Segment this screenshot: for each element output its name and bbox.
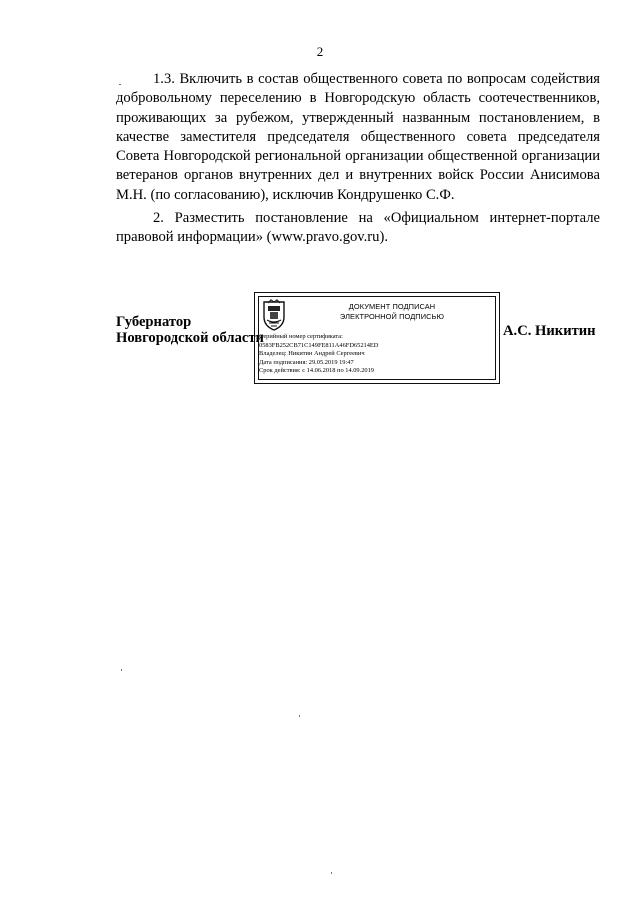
stamp-heading xyxy=(297,302,487,322)
scan-speck xyxy=(119,84,121,85)
stamp-heading-line-1: ДОКУМЕНТ ПОДПИСАН xyxy=(348,302,436,311)
stamp-details xyxy=(259,333,495,376)
e-signature-stamp xyxy=(254,292,500,384)
position-line-2: Новгородской области xyxy=(116,330,264,346)
signatory-position xyxy=(116,314,264,346)
certificate-serial-label: Серийный номер сертификата: xyxy=(259,333,343,340)
scan-speck xyxy=(121,669,122,671)
stamp-heading-line-2: ЭЛЕКТРОННОЙ ПОДПИСЬЮ xyxy=(339,312,445,321)
page-number: 2 xyxy=(316,44,324,59)
certificate-owner: Владелец: Никитин Андрей Сергеевич xyxy=(259,350,365,357)
paragraph-2: 2. Разместить постановление на «Официальном интернет-портале правовой информации» (www.pravo.gov.ru). xyxy=(116,210,600,246)
certificate-validity: Срок действия: с 14.06.2018 по 14.09.2019 xyxy=(259,367,375,374)
paragraph-1-3: 1.3. Включить в состав общественного совета по вопросам содействия добровольному переселению в Новгородскую область соотечественников, проживающих за рубежом, утвержденный названным постановлением, в качестве заместителя председателя общественного совета председателя Совета Новгородской региональной организации общественной организации ветеранов органов внутренних дел и внутренних войск России Анисимова М.Н. (по согласованию), исключив Кондрушенко С.Ф. xyxy=(116,71,600,203)
document-body xyxy=(116,70,600,252)
scan-speck xyxy=(331,872,332,874)
scan-speck xyxy=(299,715,300,717)
signatory-name: А.С. Никитин xyxy=(503,323,596,339)
coat-of-arms-icon xyxy=(261,299,287,331)
position-line-1: Губернатор xyxy=(116,314,192,330)
certificate-serial-value: 0583FB252CB71C149FE811A46FD65214ED xyxy=(259,341,379,349)
signing-date: Дата подписания: 29.05.2019 19:47 xyxy=(259,358,354,366)
